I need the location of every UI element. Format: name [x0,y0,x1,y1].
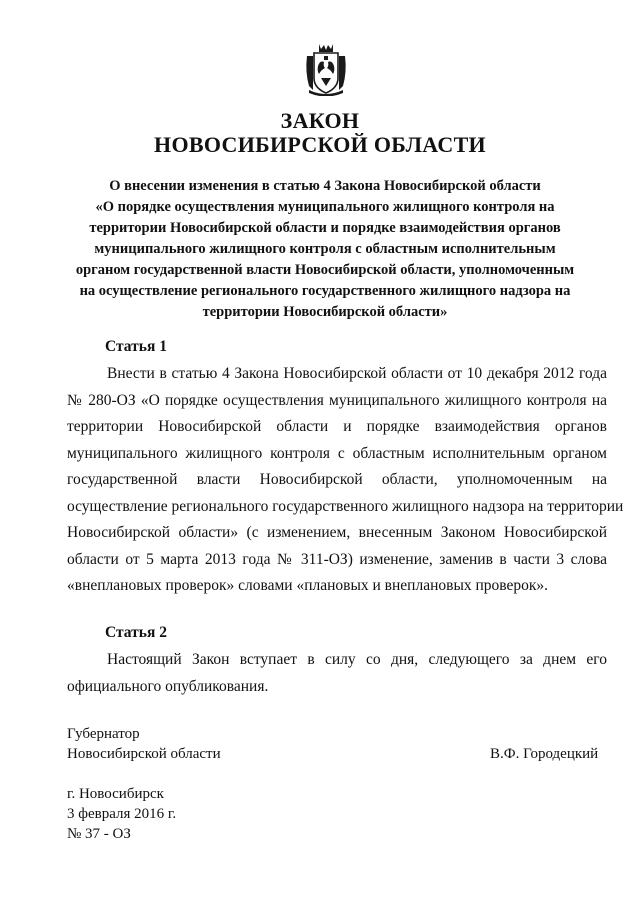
region-title: НОВОСИБИРСКОЙ ОБЛАСТИ [154,132,486,157]
law-subject [60,176,590,323]
article-1-text [67,361,624,600]
subject-line: «О порядке осуществления муниципального жилищного контроля на [95,199,555,215]
law-date: 3 февраля 2016 г. [67,806,177,822]
article-2-heading: Статья 2 [105,624,167,641]
signatory-name: В.Ф. Городецкий [490,746,599,762]
text-line: Новосибирской области» (с изменением, внесенным Законом Новосибирской [67,524,607,541]
subject-line: территории Новосибирской области» [202,304,448,320]
subject-line: органом государственной власти Новосибирской области, уполномоченным [75,262,575,278]
article-1-heading: Статья 1 [105,338,167,355]
signatory-position [67,724,221,764]
text-line: территории Новосибирской области и порядке взаимодействия органов [67,418,607,435]
text-line: Внести в статью 4 Закона Новосибирской области от 10 декабря 2012 года [107,365,607,382]
law-details [67,784,176,844]
position-line: Губернатор [67,726,140,742]
text-line: «внеплановых проверок» словами «плановых и внеплановых проверок». [67,577,549,594]
text-line: муниципального жилищного контроля с областным исполнительным органом [67,444,607,462]
subject-line: территории Новосибирской области и порядке взаимодействия органов [89,220,561,236]
law-number: № 37 - ОЗ [67,826,131,842]
text-line: № 280-ОЗ «О порядке осуществления муниципального жилищного контроля на [67,391,607,409]
article-2-text [67,647,607,700]
subject-line: О внесении изменения в статью 4 Закона Новосибирской области [109,178,541,194]
text-line: осуществление регионального государственного жилищного надзора на территории [67,497,624,515]
subject-line: муниципального жилищного контроля с областным исполнительным [94,241,556,257]
subject-line: на осуществление регионального государственного жилищного надзора на [79,283,571,299]
position-line: Новосибирской области [67,746,221,762]
city: г. Новосибирск [67,786,164,802]
text-line: области от 5 марта 2013 года № 311-ОЗ) изменение, заменив в части 3 слова [67,550,607,568]
law-title: ЗАКОН [280,108,360,133]
text-line: Настоящий Закон вступает в силу со дня, следующего за днем его [107,651,607,668]
text-line: официального опубликования. [67,677,269,695]
text-line: государственной власти Новосибирской области, уполномоченным на [67,471,607,488]
coat-of-arms-icon [303,42,349,96]
